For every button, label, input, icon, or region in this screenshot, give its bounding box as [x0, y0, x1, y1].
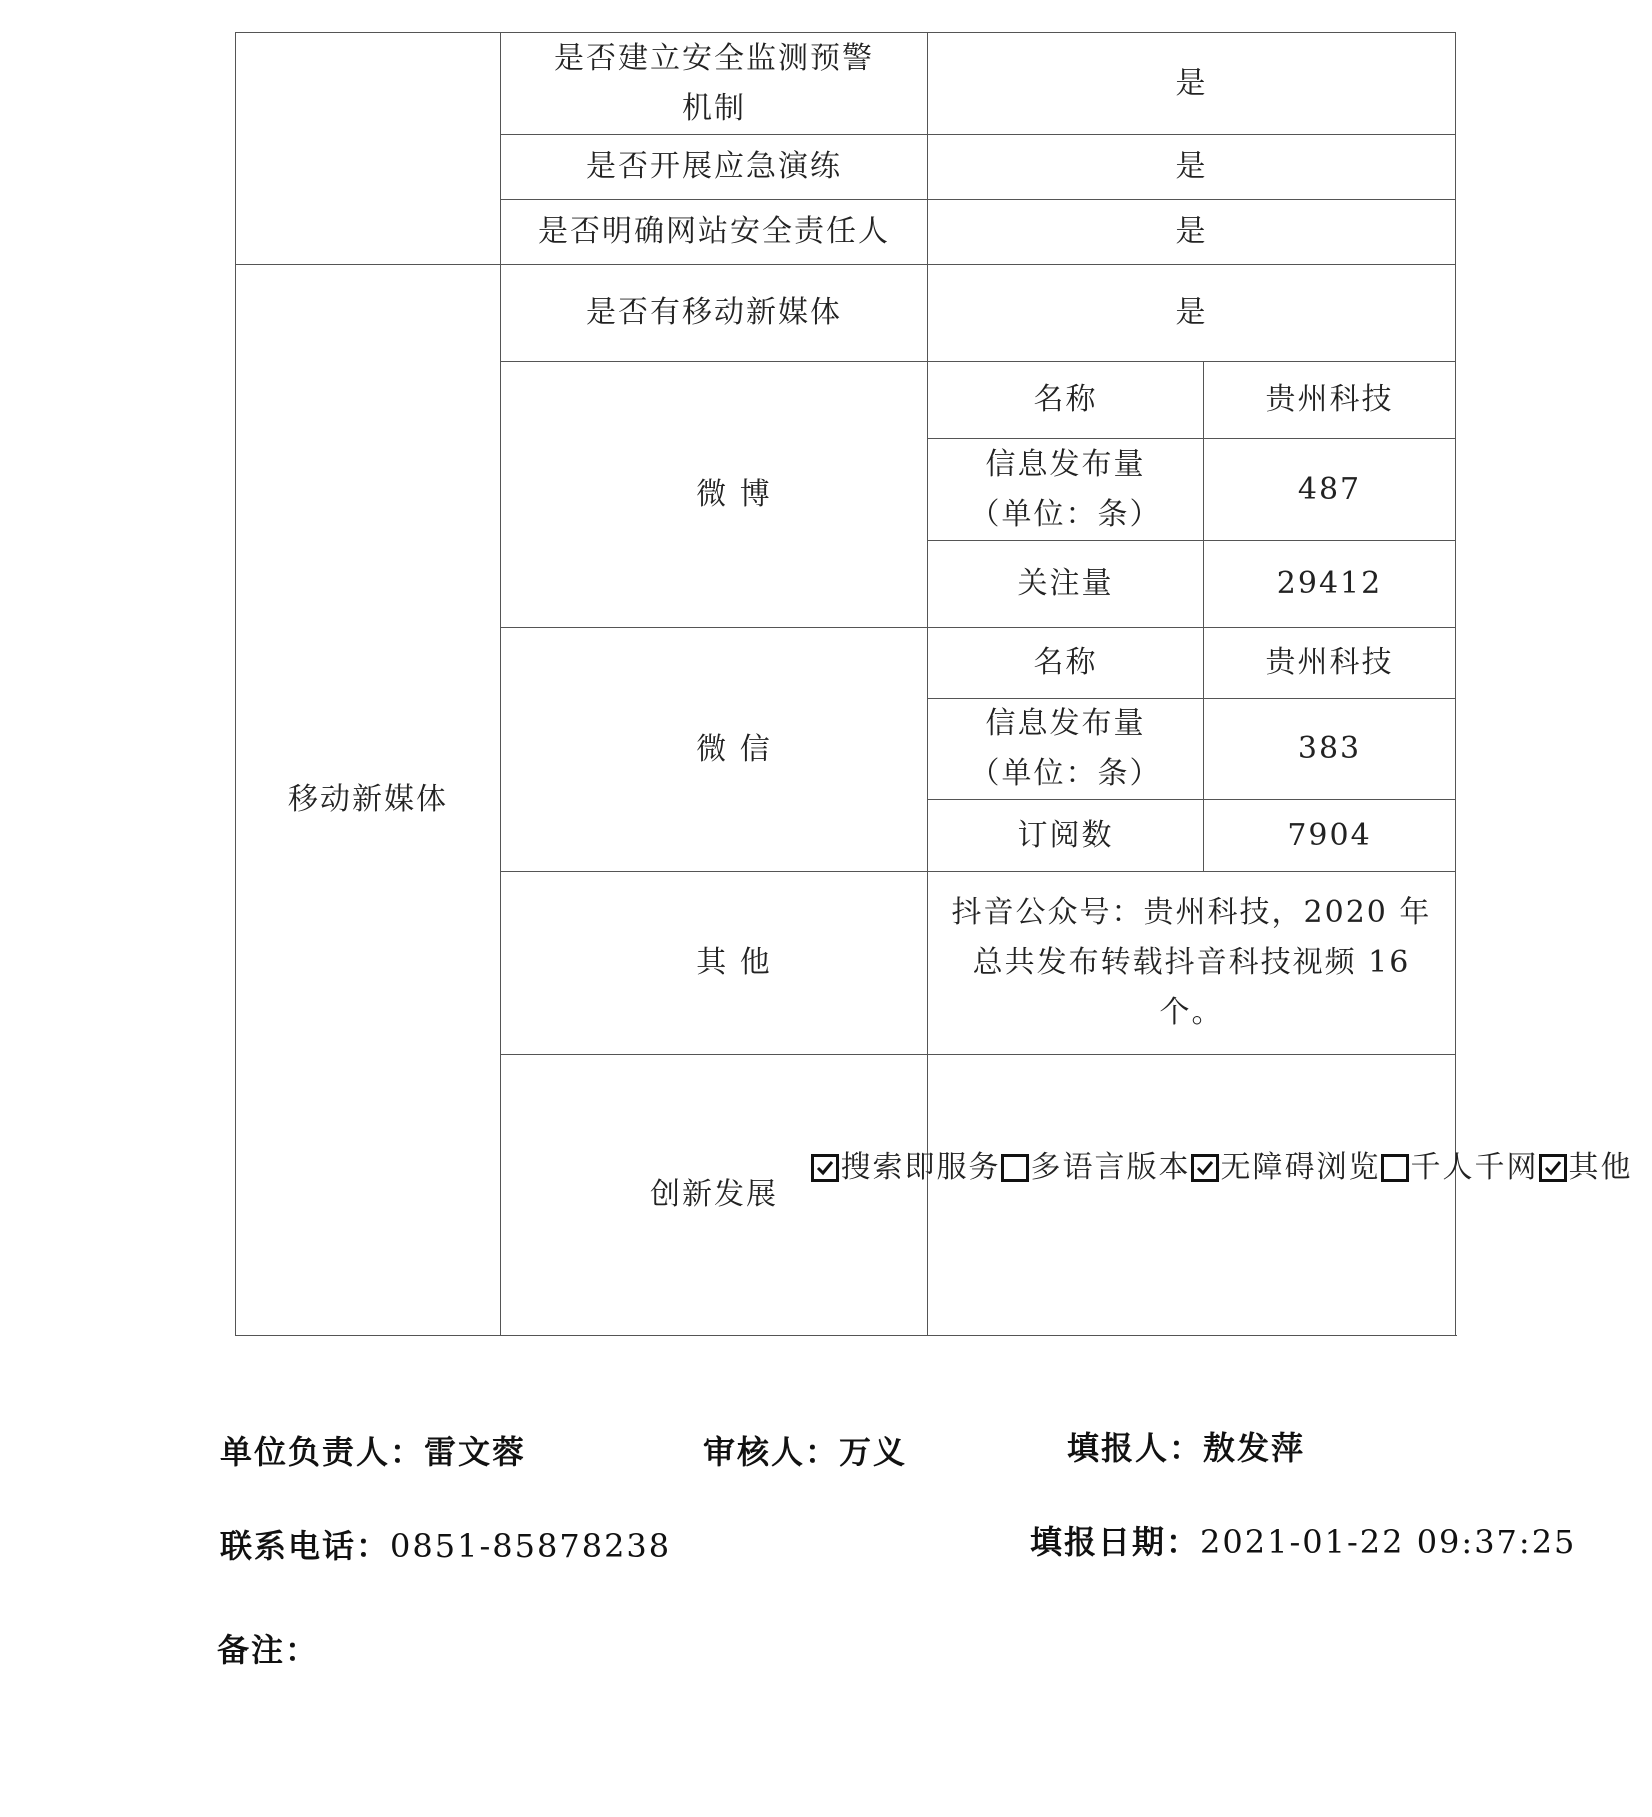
innovation-option: [1191, 1143, 1381, 1193]
innovation-option: [811, 1143, 1001, 1193]
unit-head-label: 单位负责人：: [220, 1433, 425, 1471]
wechat-posts-label: 信息发布量 （单位：条）: [928, 699, 1204, 800]
innovation-option: [1381, 1143, 1539, 1193]
weibo-posts-label: 信息发布量 （单位：条）: [928, 439, 1204, 541]
remark-label: 备注：: [217, 1631, 320, 1669]
reviewer-label: 审核人：: [703, 1433, 840, 1471]
weibo-followers-label: 关注量: [928, 541, 1204, 628]
innovation-option-label: 其他: [1568, 1150, 1633, 1185]
security-answer-2: 是: [928, 135, 1456, 200]
weibo-name-value: 贵州科技: [1204, 362, 1456, 439]
unit-head: [220, 1427, 526, 1473]
weibo-posts-value: 487: [1204, 439, 1456, 541]
filler-label: 填报人：: [1067, 1429, 1204, 1467]
security-question-2: 是否开展应急演练: [501, 135, 928, 200]
reviewer-value: 万义: [839, 1433, 908, 1471]
innovation-option-label: 千人千网: [1410, 1150, 1539, 1185]
innovation-options: [840, 1055, 1633, 1336]
date-value: 2021-01-22 09:37:25: [1200, 1523, 1577, 1561]
has-mobile-media-answer: 是: [928, 265, 1456, 362]
reviewer: [703, 1427, 907, 1473]
wechat-name-label: 名称: [928, 628, 1204, 699]
innovation-option: [1539, 1143, 1633, 1193]
report-table: [235, 32, 1633, 1336]
date-label: 填报日期：: [1030, 1523, 1201, 1561]
other-label: 其 他: [501, 872, 928, 1055]
wechat-label: 微 信: [501, 628, 928, 872]
other-description: 抖音公众号：贵州科技，2020 年 总共发布转载抖音科技视频 16 个。: [928, 872, 1456, 1055]
filler-value: 敖发萍: [1203, 1429, 1306, 1467]
checked-box-icon: [1191, 1154, 1219, 1182]
weibo-label: 微 博: [501, 362, 928, 628]
fill-date: [1030, 1517, 1576, 1563]
security-answer-1: 是: [928, 33, 1456, 135]
weibo-name-label: 名称: [928, 362, 1204, 439]
innovation-option: [1001, 1143, 1191, 1193]
innovation-option-label: 搜索即服务: [840, 1150, 1001, 1185]
unchecked-box-icon: [1001, 1154, 1029, 1182]
security-section-cell: [236, 33, 501, 265]
wechat-subscribers-label: 订阅数: [928, 800, 1204, 872]
wechat-name-value: 贵州科技: [1204, 628, 1456, 699]
mobile-media-section-label: 移动新媒体: [236, 265, 501, 1336]
security-answer-3: 是: [928, 200, 1456, 265]
filler: [1067, 1423, 1305, 1469]
has-mobile-media-question: 是否有移动新媒体: [501, 265, 928, 362]
checked-box-icon: [811, 1154, 839, 1182]
unit-head-value: 雷文蓉: [424, 1433, 527, 1471]
phone: [220, 1521, 671, 1567]
remark: [217, 1625, 319, 1671]
phone-label: 联系电话：: [220, 1527, 391, 1565]
wechat-subscribers-value: 7904: [1204, 800, 1456, 872]
phone-value: 0851-85878238: [390, 1527, 672, 1565]
security-question-1: 是否建立安全监测预警 机制: [501, 33, 928, 135]
innovation-section-label: 创新发展: [501, 1055, 928, 1336]
security-question-3: 是否明确网站安全责任人: [501, 200, 928, 265]
innovation-option-label: 无障碍浏览: [1220, 1150, 1381, 1185]
weibo-followers-value: 29412: [1204, 541, 1456, 628]
checked-box-icon: [1539, 1154, 1567, 1182]
unchecked-box-icon: [1381, 1154, 1409, 1182]
wechat-posts-value: 383: [1204, 699, 1456, 800]
innovation-option-label: 多语言版本: [1030, 1150, 1191, 1185]
innovation-options-list: [840, 1143, 1633, 1193]
